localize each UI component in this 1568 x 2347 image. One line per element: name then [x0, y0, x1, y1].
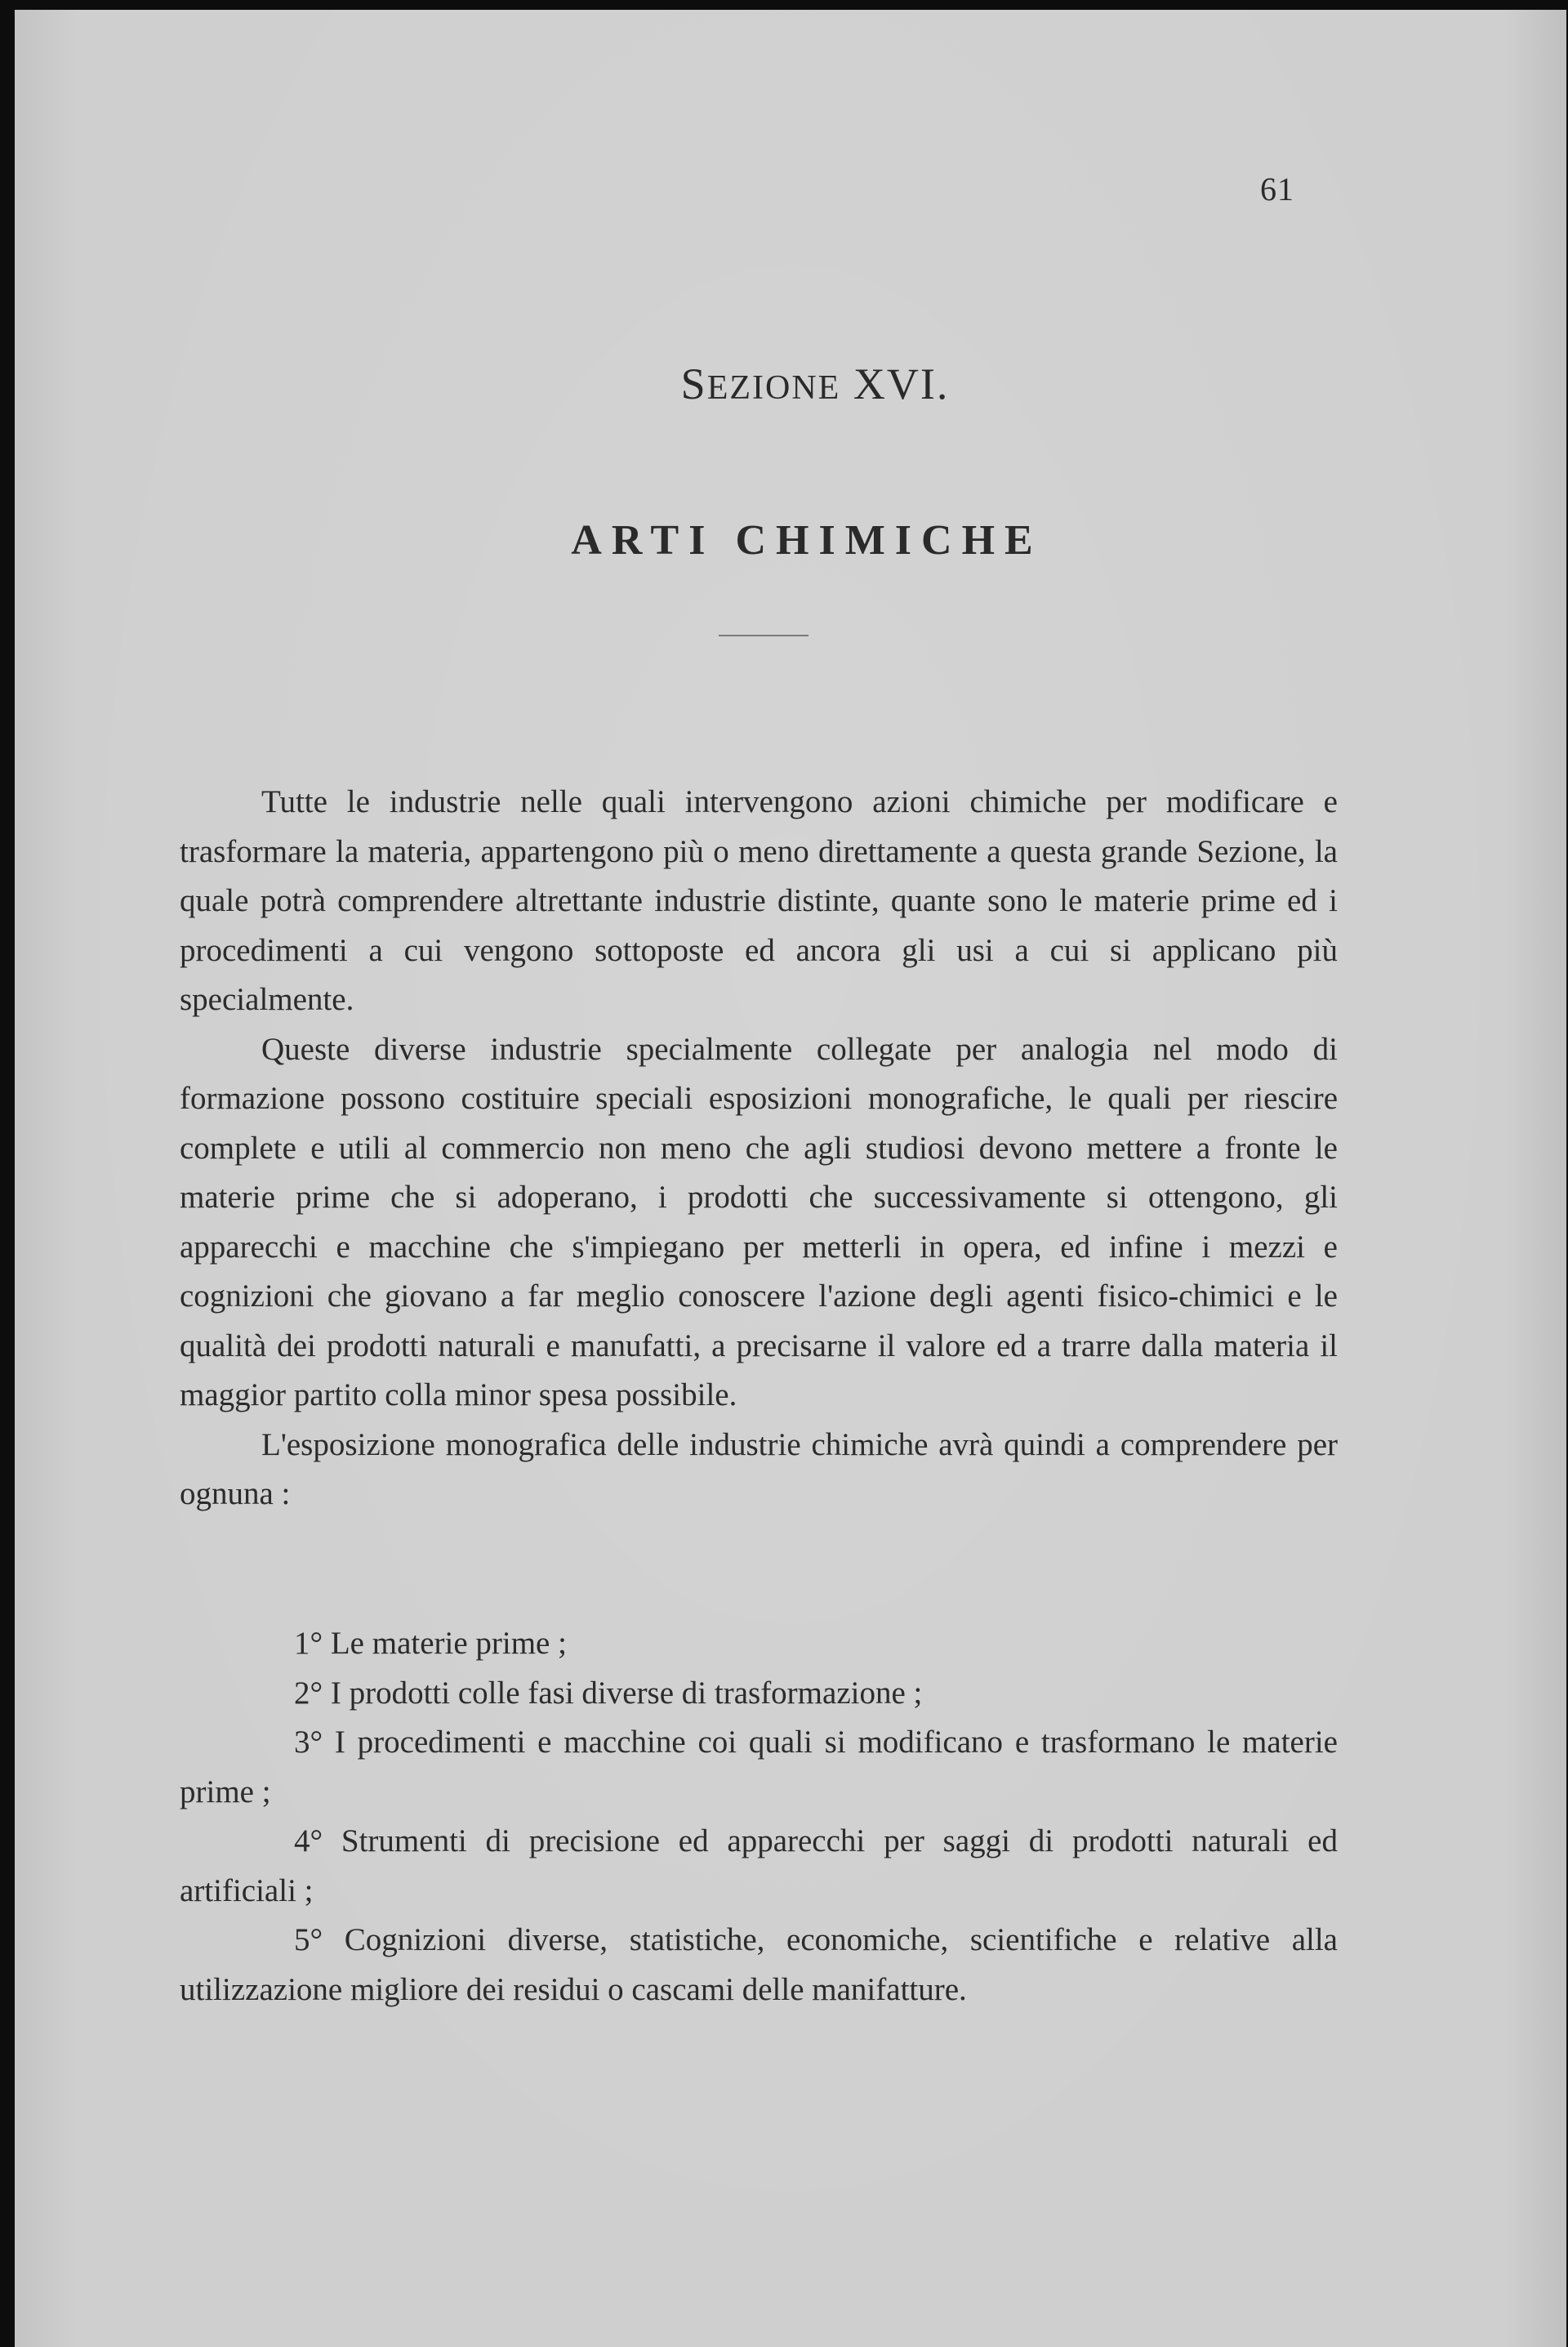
section-heading	[15, 359, 1566, 409]
paragraph: Queste diverse industrie specialmente collegate per analogia nel modo di formazione possono costituire speciali esposizioni monografiche, le quali per riescire complete e utili al commercio non meno che agli studiosi devono mettere a fronte le materie prime che si adoperano, i prodotti che successivamente si ottengono, gli apparecchi e macchine che s'impiegano per metterli in opera, ed infine i mezzi e cognizioni che giovano a far meglio conoscere l'azione degli agenti fisico-chimici e le qualità dei prodotti naturali e manufatti, a precisarne il valore ed a trarre dalla materia il maggior partito colla minor spesa possibile.	[180, 1031, 1338, 1412]
list-item: 1° Le materie prime ;	[294, 1626, 567, 1661]
paragraph: L'esposizione monografica delle industrie chimiche avrà quindi a comprendere per ognuna :	[180, 1426, 1338, 1511]
section-heading-word: EZIONE	[706, 369, 841, 407]
list-item: 2° I prodotti colle fasi diverse di trasformazione ;	[294, 1675, 923, 1711]
list-item: 5° Cognizioni diverse, statistiche, economiche, scientifiche e relative alla utilizzazione migliore dei residui o cascami delle manifatture.	[180, 1922, 1338, 2007]
body-text	[180, 778, 1338, 1519]
section-heading-numeral: XVI.	[840, 359, 950, 408]
document-page	[15, 10, 1566, 2347]
list-item: 3° I procedimenti e macchine coi quali si modificano e trasformano le materie prime ;	[180, 1725, 1338, 1809]
paragraph: Tutte le industrie nelle quali intervengono azioni chimiche per modificare e trasformare la materia, appartengono più o meno direttamente a questa grande Sezione, la quale potrà comprendere altrettante industrie distinte, quante sono le materie prime ed i procedimenti a cui vengono sottoposte ed ancora gli usi a cui si applicano più specialmente.	[180, 784, 1338, 1017]
page-number: 61	[1260, 171, 1294, 207]
section-heading-initial: S	[680, 359, 707, 408]
title-divider	[719, 635, 808, 636]
numbered-list	[180, 1619, 1338, 2015]
page-title: ARTI CHIMICHE	[571, 517, 1043, 564]
list-item: 4° Strumenti di precisione ed apparecchi per saggi di prodotti naturali ed artificiali ;	[180, 1823, 1338, 1908]
